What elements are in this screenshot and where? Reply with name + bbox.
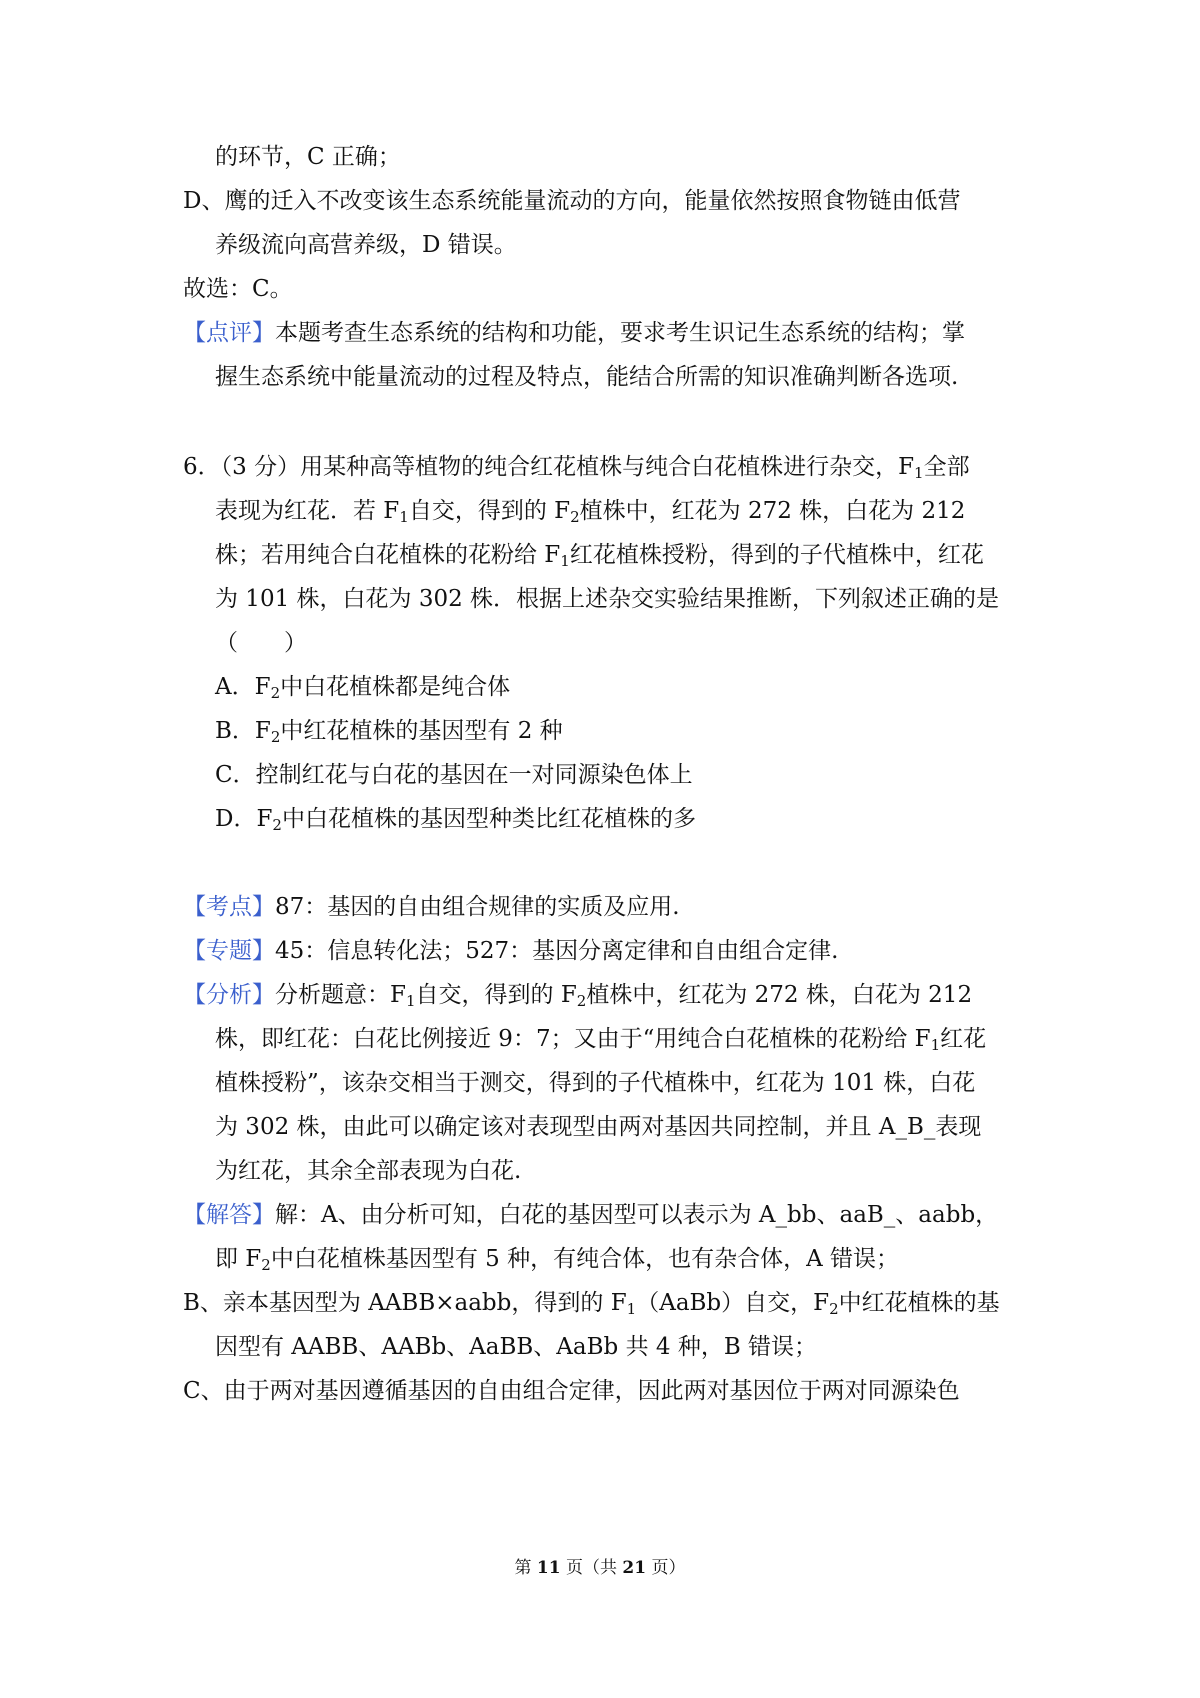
fenxi-line: 为 302 株，由此可以确定该对表现型由两对基因共同控制，并且 A_B_表现	[215, 1114, 982, 1140]
option-b: B．$F_2$中红花植株的基因型有 2 种	[215, 718, 563, 746]
jieda-line: B、亲本基因型为 AABB×aabb，得到的 $F_1(AaBb)$自交，$F_2$中红花植株的基	[183, 1290, 1000, 1318]
text-line: D、鹰的迁入不改变该生态系统能量流动的方向，能量依然按照食物链由低营	[183, 188, 961, 214]
review-line: 【点评】本题考查生态系统的结构和功能，要求考生识记生态系统的结构；掌	[183, 320, 965, 346]
jieda-line: 即 $F_2$中白花植株基因型有 5 种，有纯合体，也有杂合体，A 错误；	[215, 1246, 900, 1274]
jieda-tag: 【解答】	[183, 1202, 275, 1228]
kaodian-tag: 【考点】	[183, 894, 275, 920]
total-pages: 21	[622, 1558, 647, 1578]
fenxi-line: 【分析】分析题意：$F_1$自交，得到的 $F_2$植株中，红花为 272 株，白花为 212	[183, 982, 973, 1010]
kaodian-line: 【考点】87：基因的自由组合规律的实质及应用.	[183, 894, 680, 920]
jieda-line: 因型有 AABB、AABb、AaBB、AaBb 共 4 种，B 错误；	[215, 1334, 818, 1360]
page-footer: 第 11 页（共 21 页）	[514, 1558, 686, 1578]
jieda-line: 【解答】解：A、由分析可知，白花的基因型可以表示为 A_bb、aaB_、aabb，	[183, 1202, 999, 1228]
option-a: A．$F_2$中白花植株都是纯合体	[215, 674, 511, 702]
jieda-line: C、由于两对基因遵循基因的自由组合定律，因此两对基因位于两对同源染色	[183, 1378, 960, 1404]
option-d: D．$F_2$中白花植株的基因型种类比红花植株的多	[215, 806, 696, 834]
fenxi-line: 植株授粉”，该杂交相当于测交，得到的子代植株中，红花为 101 株，白花	[215, 1070, 976, 1096]
question-stem: 为 101 株，白花为 302 株．根据上述杂交实验结果推断，下列叙述正确的是	[215, 586, 1000, 612]
answer-blank: （ ）	[215, 630, 307, 656]
review-tag: 【点评】	[183, 320, 275, 346]
zhuanti-line: 【专题】45：信息转化法；527：基因分离定律和自由组合定律.	[183, 938, 839, 964]
text-line: 故选：C。	[183, 276, 293, 302]
question-stem: 6．（3 分）用某种高等植物的纯合红花植株与纯合白花植株进行杂交，$F_1$全部	[183, 454, 970, 482]
question-stem: 表现为红花．若 $F_1$自交，得到的 $F_2$植株中，红花为 272 株，白花为 212	[215, 498, 966, 526]
zhuanti-tag: 【专题】	[183, 938, 275, 964]
fenxi-line: 株，即红花：白花比例接近 9：7；又由于“用纯合白花植株的花粉给 $F_1$红花	[215, 1026, 987, 1054]
current-page-number: 11	[536, 1558, 561, 1578]
fenxi-line: 为红花，其余全部表现为白花.	[215, 1158, 522, 1184]
fenxi-tag: 【分析】	[183, 982, 275, 1008]
text-line: 养级流向高营养级，D 错误。	[215, 232, 517, 258]
review-line: 握生态系统中能量流动的过程及特点，能结合所需的知识准确判断各选项.	[215, 364, 959, 390]
option-c: C．控制红花与白花的基因在一对同源染色体上	[215, 762, 693, 788]
question-stem: 株；若用纯合白花植株的花粉给 $F_1$红花植株授粉，得到的子代植株中，红花	[215, 542, 984, 570]
text-line: 的环节，C 正确；	[215, 144, 401, 170]
